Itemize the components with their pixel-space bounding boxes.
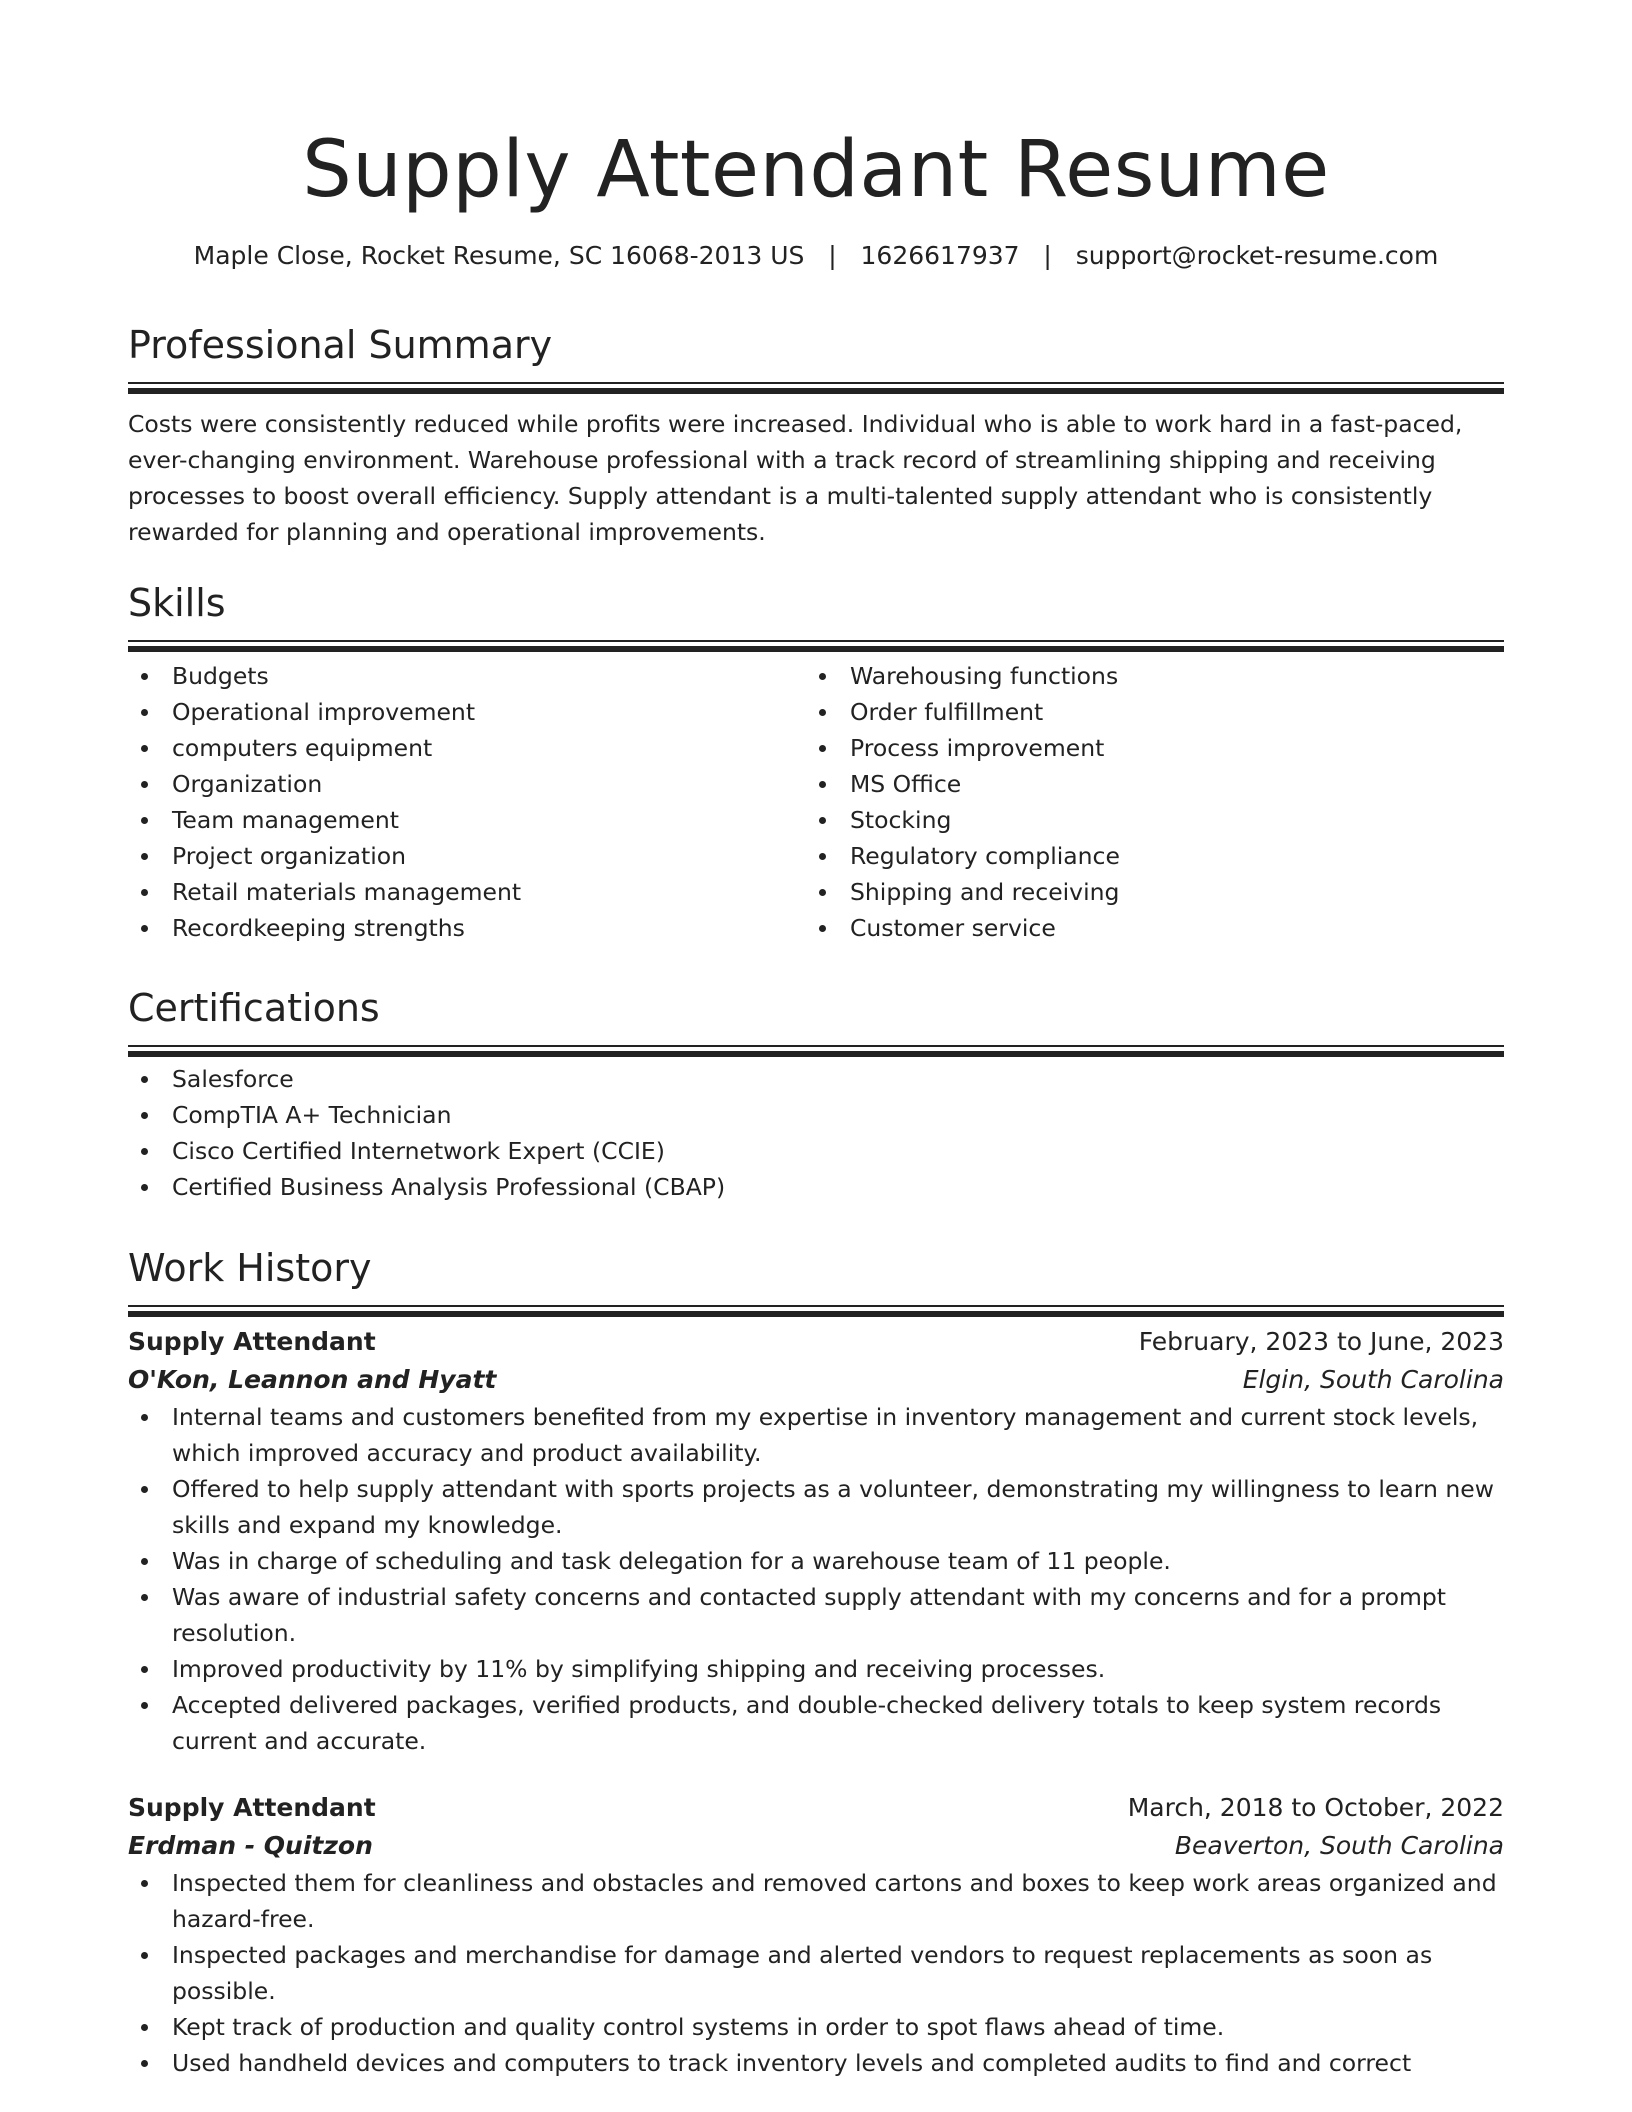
skill-item: Process improvement <box>806 730 1484 766</box>
job-bullet: Inspected packages and merchandise for damage and alerted vendors to request replacements as soon as possible. <box>128 1937 1504 2009</box>
section-divider <box>128 382 1504 384</box>
skill-item: Warehousing functions <box>806 658 1484 694</box>
job-bullet: Kept track of production and quality control systems in order to spot flaws ahead of time. <box>128 2009 1504 2045</box>
skills-columns <box>128 658 1504 946</box>
job-title: Supply Attendant <box>128 1327 376 1356</box>
skill-item: Stocking <box>806 802 1484 838</box>
skill-item: Customer service <box>806 910 1484 946</box>
job-bullet: Improved productivity by 11% by simplifying shipping and receiving processes. <box>128 1651 1504 1687</box>
work-history-section <box>128 1243 1504 2081</box>
job-bullets <box>128 1399 1504 1759</box>
job-dates: February, 2023 to June, 2023 <box>1138 1327 1504 1356</box>
job-location: Elgin, South Carolina <box>1242 1365 1504 1394</box>
section-divider <box>128 640 1504 642</box>
skill-item: Operational improvement <box>128 694 806 730</box>
job-bullet: Offered to help supply attendant with sports projects as a volunteer, demonstrating my willingness to learn new skills and expand my knowledge. <box>128 1471 1504 1543</box>
skill-item: MS Office <box>806 766 1484 802</box>
section-divider <box>128 1045 1504 1047</box>
skill-item: Organization <box>128 766 806 802</box>
skill-item: Order fulfillment <box>806 694 1484 730</box>
certification-item: Salesforce <box>128 1061 1504 1097</box>
section-heading-certifications: Certifications <box>128 986 380 1030</box>
contact-email: support@rocket-resume.com <box>1075 241 1439 270</box>
skill-item: Team management <box>128 802 806 838</box>
skills-section <box>128 578 1504 946</box>
skill-item: Recordkeeping strengths <box>128 910 806 946</box>
job-dates: March, 2018 to October, 2022 <box>1127 1793 1504 1822</box>
section-heading-summary: Professional Summary <box>128 323 553 367</box>
contact-line <box>128 238 1504 274</box>
job-bullet: Was in charge of scheduling and task delegation for a warehouse team of 11 people. <box>128 1543 1504 1579</box>
skill-item: computers equipment <box>128 730 806 766</box>
section-heading-skills: Skills <box>128 581 226 625</box>
summary-section <box>128 320 1504 550</box>
skill-item: Project organization <box>128 838 806 874</box>
certification-item: Cisco Certified Internetwork Expert (CCIE) <box>128 1133 1504 1169</box>
skill-item: Retail materials management <box>128 874 806 910</box>
page-title: Supply Attendant Resume <box>302 125 1330 215</box>
skill-item: Regulatory compliance <box>806 838 1484 874</box>
contact-separator: | <box>828 241 837 270</box>
job-entry <box>128 1323 1504 1759</box>
job-bullet: Inspected them for cleanliness and obstacles and removed cartons and boxes to keep work areas organized and hazard-free. <box>128 1865 1504 1937</box>
job-location: Beaverton, South Carolina <box>1174 1831 1504 1860</box>
section-heading-work: Work History <box>128 1246 372 1290</box>
contact-phone: 1626617937 <box>860 241 1020 270</box>
job-bullet: Accepted delivered packages, verified products, and double-checked delivery totals to keep system records current and accurate. <box>128 1687 1504 1759</box>
skills-list-right <box>806 658 1484 946</box>
section-divider <box>128 1305 1504 1307</box>
job-bullet: Was aware of industrial safety concerns and contacted supply attendant with my concerns and for a prompt resolution. <box>128 1579 1504 1651</box>
job-entry <box>128 1789 1504 2081</box>
skill-item: Shipping and receiving <box>806 874 1484 910</box>
job-bullet: Used handheld devices and computers to track inventory levels and completed audits to find and correct <box>128 2045 1504 2081</box>
contact-separator: | <box>1043 241 1052 270</box>
summary-text: Costs were consistently reduced while profits were increased. Individual who is able to work hard in a fast-paced, ever-changing environment. Warehouse professional with a track record of streamlining shipping and receiving processes to boost overall efficiency. Supply attendant is a multi-talented supply attendant who is consistently rewarded for planning and operational improvements. <box>128 410 1463 546</box>
job-bullets <box>128 1865 1504 2081</box>
job-bullet: Internal teams and customers benefited from my expertise in inventory management and current stock levels, which improved accuracy and product availability. <box>128 1399 1504 1471</box>
job-title: Supply Attendant <box>128 1793 376 1822</box>
skills-list-left <box>128 658 806 946</box>
contact-address: Maple Close, Rocket Resume, SC 16068-2013 US <box>193 241 805 270</box>
job-company: Erdman - Quitzon <box>128 1831 373 1860</box>
certification-item: CompTIA A+ Technician <box>128 1097 1504 1133</box>
skill-item: Budgets <box>128 658 806 694</box>
certifications-section <box>128 983 1504 1205</box>
job-company: O'Kon, Leannon and Hyatt <box>128 1365 497 1394</box>
certification-item: Certified Business Analysis Professional (CBAP) <box>128 1169 1504 1205</box>
certifications-list <box>128 1061 1504 1205</box>
